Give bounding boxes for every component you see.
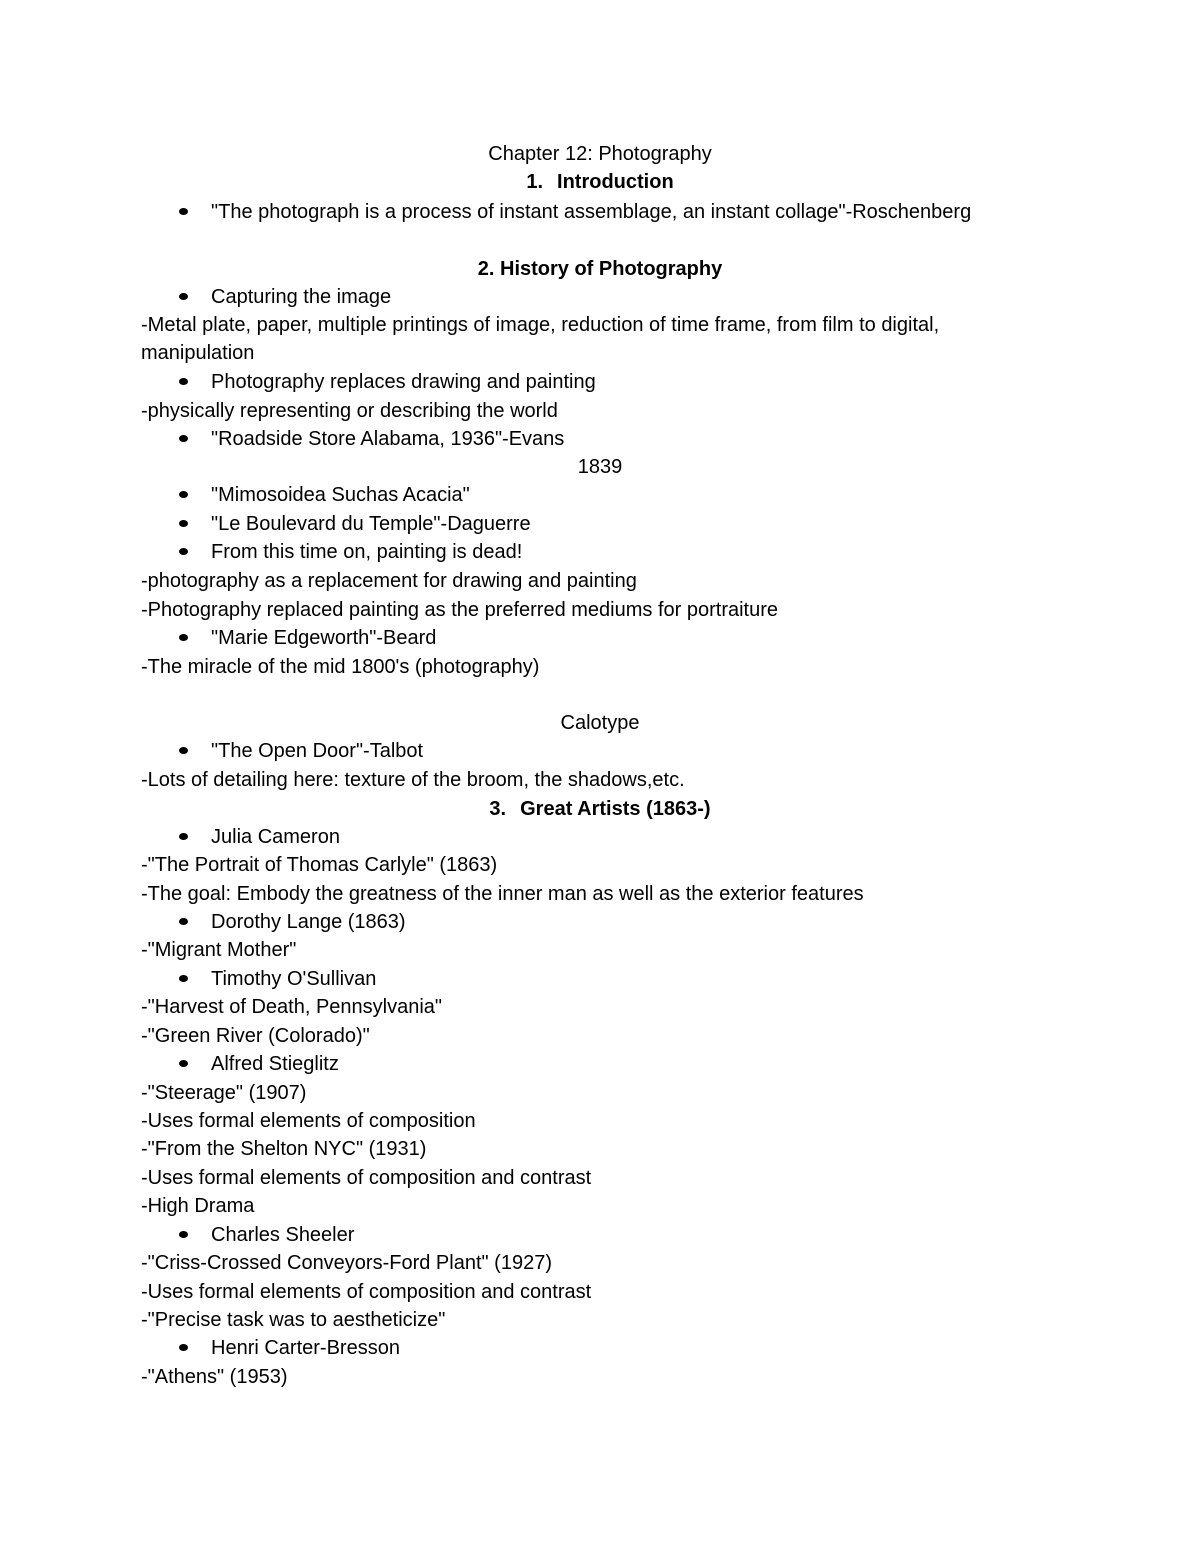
- section-number: 3.: [489, 798, 507, 820]
- note-line: -"Steerage" (1907): [141, 1082, 307, 1104]
- bullet-item: "Roadside Store Alabama, 1936"-Evans: [211, 428, 565, 450]
- bullet-item: Photography replaces drawing and painting: [211, 371, 596, 393]
- note-line: -The miracle of the mid 1800's (photography): [141, 656, 540, 678]
- note-line: -Photography replaced painting as the preferred mediums for portraiture: [141, 599, 779, 621]
- note-line: -photography as a replacement for drawing and painting: [141, 570, 637, 592]
- bullet-item: "The Open Door"-Talbot: [211, 740, 424, 762]
- note-line: -Uses formal elements of composition and contrast: [141, 1281, 592, 1303]
- bullet-dot: [179, 378, 188, 385]
- section-heading-history: 2. History of Photography: [477, 258, 723, 280]
- bullet-item: Dorothy Lange (1863): [211, 911, 406, 933]
- bullet-dot: [179, 293, 188, 300]
- page-title: Chapter 12: Photography: [488, 143, 712, 165]
- section-label: Introduction: [557, 171, 674, 193]
- section-number: 1.: [526, 171, 544, 193]
- centered-label: Calotype: [560, 712, 640, 734]
- bullet-dot: [179, 491, 188, 498]
- note-line: -"Athens" (1953): [141, 1366, 288, 1388]
- note-line: -High Drama: [141, 1195, 255, 1217]
- note-line: -"Criss-Crossed Conveyors-Ford Plant" (1927): [141, 1252, 552, 1274]
- bullet-dot: [179, 1060, 188, 1067]
- bullet-item: "Mimosoidea Suchas Acacia": [211, 484, 470, 506]
- note-line: -Lots of detailing here: texture of the broom, the shadows,etc.: [141, 769, 685, 791]
- bullet-dot: [179, 833, 188, 840]
- bullet-item: "Le Boulevard du Temple"-Daguerre: [211, 513, 531, 535]
- bullet-dot: [179, 1231, 188, 1238]
- note-line: -physically representing or describing the world: [141, 400, 558, 422]
- section-heading-introduction: [0, 170, 1200, 194]
- bullet-dot: [179, 435, 188, 442]
- centered-label: 1839: [577, 456, 623, 478]
- bullet-dot: [179, 975, 188, 982]
- bullet-item: Timothy O'Sullivan: [211, 968, 377, 990]
- note-line: -Metal plate, paper, multiple printings of image, reduction of time frame, from film to digital,: [141, 314, 940, 336]
- bullet-item: "The photograph is a process of instant assemblage, an instant collage"-Roschenberg: [211, 201, 972, 223]
- note-line: -"Harvest of Death, Pennsylvania": [141, 996, 443, 1018]
- bullet-dot: [179, 208, 188, 215]
- bullet-item: Charles Sheeler: [211, 1224, 355, 1246]
- bullet-dot: [179, 1344, 188, 1351]
- bullet-item: Henri Carter-Bresson: [211, 1337, 400, 1359]
- section-heading-great-artists: [0, 797, 1200, 821]
- section-label: Great Artists (1863-): [520, 798, 711, 820]
- note-line: -"Precise task was to aestheticize": [141, 1309, 446, 1331]
- note-line: -The goal: Embody the greatness of the inner man as well as the exterior features: [141, 883, 864, 905]
- note-line: -"Migrant Mother": [141, 939, 297, 961]
- note-line: -"The Portrait of Thomas Carlyle" (1863): [141, 854, 498, 876]
- bullet-item: From this time on, painting is dead!: [211, 541, 523, 563]
- bullet-dot: [179, 918, 188, 925]
- bullet-item: Julia Cameron: [211, 826, 340, 848]
- note-line: -"Green River (Colorado)": [141, 1025, 370, 1047]
- bullet-item: Alfred Stieglitz: [211, 1053, 339, 1075]
- note-line: manipulation: [141, 342, 255, 364]
- bullet-dot: [179, 747, 188, 754]
- bullet-dot: [179, 520, 188, 527]
- note-line: -Uses formal elements of composition and contrast: [141, 1167, 592, 1189]
- bullet-item: "Marie Edgeworth"-Beard: [211, 627, 437, 649]
- note-line: -Uses formal elements of composition: [141, 1110, 476, 1132]
- bullet-item: Capturing the image: [211, 286, 392, 308]
- note-line: -"From the Shelton NYC" (1931): [141, 1138, 427, 1160]
- bullet-dot: [179, 548, 188, 555]
- bullet-dot: [179, 634, 188, 641]
